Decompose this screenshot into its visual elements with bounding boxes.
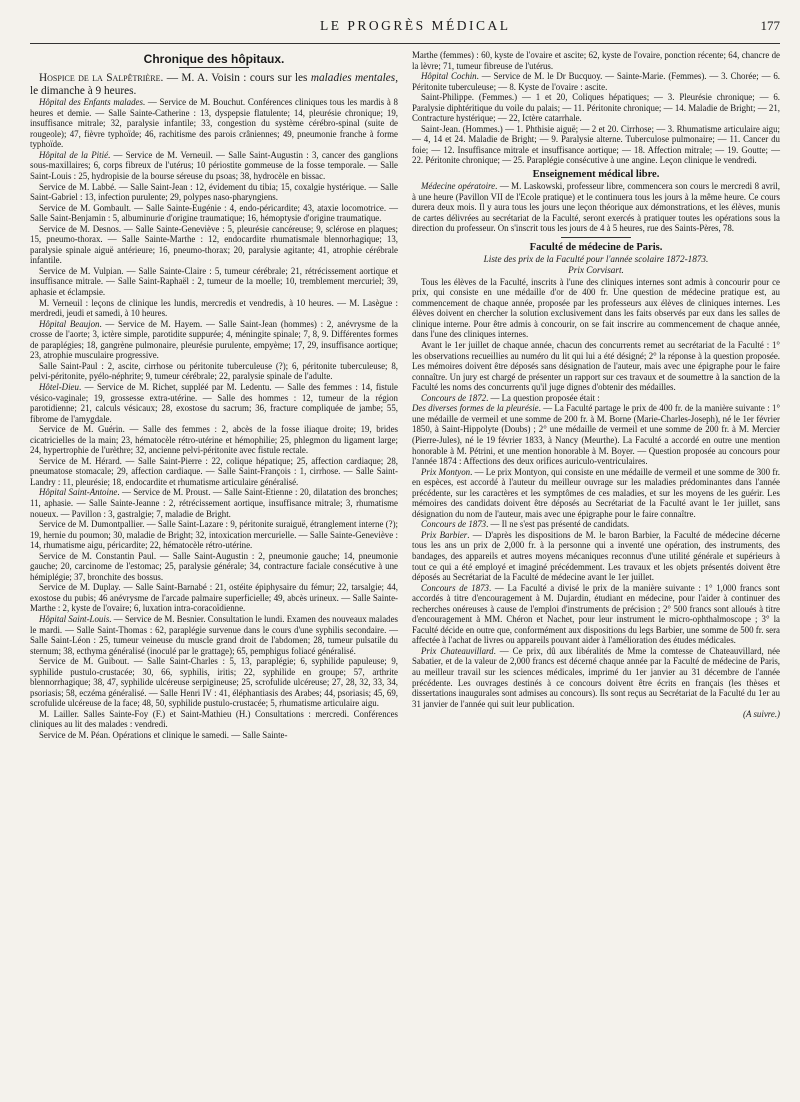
prize-paragraph: Tous les élèves de la Faculté, inscrits à l'une des cliniques internes sont admis à concourir pour ce prix, qui consiste en une médaille d'or de 400 fr. Une question de médecine pratique est, au commencement de chaque année, proposée par les professeurs aux élèves de cliniques internes. Les élèves doivent en chercher la solution exclusivement dans les faits observés par eux dans les salles de clinique interne. Pour être admis à concourir, on se fait inscrire au commencement de chaque année, dans l'une des cliniques internes. — [412, 276, 780, 340]
prize-paragraph: Concours de 1873. — Il ne s'est pas présenté de candidats. — [421, 519, 630, 530]
prize-paragraph: Prix Montyon. — Le prix Montyon, qui consiste en une médaille de vermeil et une somme de 300 fr. en espèces, est accordé à l'auteur du meilleur ouvrage sur les maladies prédominantes dans l'année précédente, sur les caractères et les symptômes de ces maladies, et sur les moyens de les guérir. Les mémoires des candidats doivent être déposés au Secrétariat de la Faculté avant le 1er juillet, sans désignation du nom de l'auteur, mais avec une épigraphe pour le faire connaître. — [412, 466, 780, 519]
page-header — [30, 18, 780, 40]
hospital-name: Hôpital Saint-Louis — [39, 613, 110, 624]
service-entry: Service de M. Dumontpallier. — Salle Saint-Lazare : 9, péritonite suraiguë, étranglement interne (?); 19, hernie du poumon; 30, maladie de Bright; 32, intoxication mercurielle. — Salle Sainte-Geneviève : 14, rhumatisme aigu, péricardite; 22, hématocèle rétro-utérine. — [30, 519, 398, 551]
hospital-entry: Hôpital de la Pitié. — Service de M. Verneuil. — Salle Saint-Augustin : 3, cancer des ganglions sous-maxillaires; 6, corps fibreux de l'utérus; 10 périostite gommeuse de la fosse temporale. — Salle Saint-Louis : 25, hydropisie de la bourse séreuse du psoas; 38, hydrocèle en bissac. — [30, 149, 398, 182]
prize-paragraph: Des diverses formes de la pleurésie. — La Faculté partage le prix de 400 fr. de la manière suivante : 1° une médaille de vermeil et une somme de 200 fr. à M. Borne (Marie-Charles-Joseph), né le 1er février 1850, à Saint-Hippolyte (Doubs) ; 2° une médaille de vermeil et une somme de 200 fr. à M. Mercier (Pierre-Jules), né le 19 février 1833, à Nancy (Meurthe). La Faculté a accordé en outre une mention honorable à M. Pétrini, et une mention honorable à M. Boyer. — Question proposée au concours pour l'année 1874 : Affections des deux orifices auriculo-ventriculaires. — [412, 403, 781, 467]
left-column — [30, 50, 398, 741]
continuation-note: (A suivre.) — [743, 709, 780, 720]
concours-label: Concours de 1873 — [421, 519, 487, 530]
section-title-enseignement: Enseignement médical libre. — [532, 169, 660, 181]
hospital-entry: Hôpital Beaujon. — Service de M. Hayem. — Salle Saint-Jean (hommes) : 2, anévrysme de la crosse de l'aorte; 3, ictère simple, parotidite suppurée; 4, méningite spinale; 7, 8, 9. Différentes formes de paraplégies; 18, gangrène pulmonaire, pleurésie purulente, empyème; 17, 29, insuffisance aortique; 23, atrophie musculaire progressive. — [30, 318, 398, 361]
prize-label: Prix Montyon — [421, 466, 471, 477]
prize-label: Prix Chateauvillard — [421, 645, 494, 656]
service-entry: Service de M. Guibout. — Salle Saint-Charles : 5, 13, paraplégie; 6, syphilide papuleuse; 9, syphilide pustulo-crustacée; 30, 66, syphilis, iritis; 22, syphilide en groupe; 57, arthrite blennorrhagique; 38, 47, syphilide ulcéreuse serpigineuse; 25, scrofulide ulcéreuse; 27, 28, 32, 33, 34, psoriasis; 58, eczéma généralisé. — Salle Henri IV : 41, éléphantiasis des Arabes; 44, psoriasis; 45, 69, scrofulide ulcéreuse de la face; 48, 50, syphilide pustulo-crustacée; 5, rhumatisme articulaire aigu. — [30, 656, 398, 709]
service-entry: Salle Saint-Paul : 2, ascite, cirrhose ou péritonite tuberculeuse (?); 6, péritonite tuberculeuse; 8, pelvi-péritonite, pyélo-néphrite; 9, tumeur cérébrale; 22, paralysie spinale de l'adulte. — [30, 360, 398, 382]
service-entry: M. Verneuil : leçons de clinique les lundis, mercredis et vendredis, à 10 heures. — M. Lasègue : merdredi, jeudi et samedi, à 10 heures. — [30, 297, 398, 319]
right-column — [412, 50, 780, 741]
service-entry: Saint-Philippe. (Femmes.) — 1 et 20, Coliques hépatiques; — 3. Pleurésie chronique; — 6. Paralysie diphtéritique du voile du palais; — 11. Péritonite chronique; — 14. Maladie de Bright; — 21, Contracture hystérique; — 22, Ictère catarrhale. — [412, 92, 780, 124]
hospital-entry: Hôpital Saint-Antoine. — Service de M. Proust. — Salle Saint-Etienne : 20, dilatation des bronches; 11, aphasie. — Salle Sainte-Jeanne : 2, rétrécissement aortique, insuffisance mitrale; 3, rhumatisme noueux. — Pavillon : 3, gastralgie; 7, maladie de Bright. — [30, 487, 398, 519]
prize-paragraph: Concours de 1873. — La Faculté a divisé le prix de la manière suivante : 1° 1,000 francs sont accordés à titre d'encouragement à M. Dujardin, étudiant en médecine, pour l'aider à continuer des recherches onéreuses à cause de l'emploi d'instruments de précision ; 2° 500 francs sont alloués à titre d'encouragement à MM. Chéron et Nachet, pour leur instrument le micro-ophthalmoscope ; 3° la Faculté décide en outre que, conformément aux dispositions du legs Barbier, une somme de 500 fr. sera affectée à l'achat de livres ou appareils pouvant aider à l'amélioration des études médicales. — [412, 582, 780, 646]
hospital-name: Hôpital de la Pitié — [39, 149, 109, 160]
continuation-entry: Marthe (femmes) : 60, kyste de l'ovaire et ascite; 62, kyste de l'ovaire, ponction récente; 64, chancre de la lèvre; 71, tumeur fibreuse de l'utérus. — [412, 50, 780, 71]
course-entry: Médecine opératoire. — M. Laskowski, professeur libre, commencera son cours le mercredi 8 avril, à une heure (Pavillon VII de l'Ecole pratique) et le continuera tous les jours à la même heure. Ce cours durera deux mois. Il y aura tous les jours une leçon théorique aux démonstrations, et les élèves, munis de cartes délivrées au secrétariat de la Faculté, seront exercés à pratiquer toutes les opérations sous la direction du professeur. On s'inscrit tous les jours de 4 à 5 heures, rue des Saints-Pères, 78. — [412, 181, 780, 234]
concours-label: Concours de 1872 — [421, 392, 487, 403]
prize-paragraph: Prix Chateauvillard. — Ce prix, dû aux libéralités de Mme la comtesse de Chateauvillard, née Sabatier, et de la valeur de 2,000 francs est décerné chaque année par la Faculté de médecine de Paris, au meilleur travail sur les sciences médicales, imprimé du 1er janvier au 31 décembre de l'année précédente. Les ouvrages destinés à ce concours doivent être écrits en français (les thèses et dissertations inaugurales sont admises au concours). Ils sont reçus au Secrétariat de la Faculté du 1er au 31 janvier de l'année qui suit leur publication. — [412, 645, 780, 709]
service-entry: Service de M. Duplay. — Salle Saint-Barnabé : 21, ostéite épiphysaire du fémur; 22, tarsalgie; 44, exostose du pubis; 46 anévrysme de l'arcade palmaire superficielle; 49, abcès urineux. — Salle Sainte-Marthe : 2, kyste de l'ovaire; 6, luxation intra-coracoïdienne. — [30, 582, 398, 614]
hospital-name: Hôpital Cochin — [421, 71, 477, 82]
service-entry: Service de M. Constantin Paul. — Salle Saint-Augustin : 2, pneumonie gauche; 14, pneumonie gauche; 20, carcinome de l'estomac; 25, paralysie générale; 34, contracture faciale consécutive à une hémiplégie; 37, bronchite des bossus. — [30, 550, 398, 582]
service-entry: Service de M. Labbé. — Salle Saint-Jean : 12, évidement du tibia; 15, coxalgie hystérique. — Salle Saint-Gabriel : 13, infection purulente; 29, polypes naso-pharyngiens. — [30, 181, 398, 203]
section-rule — [179, 67, 249, 68]
service-entry: Service de M. Gombault. — Salle Sainte-Eugénie : 4, endo-péricardite; 43, ataxie locomotrice. — Salle Saint-Benjamin : 5, albuminurie d'origine traumatique; 16, hémoptysie d'origine traumatique. — [30, 202, 398, 224]
prize-paragraph: Prix Barbier. — D'après les dispositions de M. le baron Barbier, la Faculté de médecine décerne tous les ans un prix de 2,000 fr. à la personne qui a inventé une opération, des instruments, des bandages, des appareils et autres moyens mécaniques reconnus d'une utilité générale et supérieurs à tout ce qui a été employé et imaginé précédemment. Les travaux et les objets présentés doivent être déposés au Secrétariat de la Faculté de médecine avant le 1er juillet. — [412, 529, 780, 583]
prize-list-subtitle: Liste des prix de la Faculté pour l'année scolaire 1872-1873. — [483, 253, 709, 264]
hospital-name: Hôtel-Dieu — [39, 381, 79, 392]
service-entry: Service de M. Guérin. — Salle des femmes : 2, abcès de la fosse iliaque droite; 19, brides cicatricielles de la main; 23, hématocèle rétro-utérine et hémophilie; 25, phlegmon du ligament large; 24, hypertrophie de l'urèthre; 32, ancienne pelvi-péritonite avec fistule rectale. — [30, 424, 398, 456]
question-label: Des diverses formes de la pleurésie — [412, 403, 539, 414]
service-entry: Saint-Jean. (Hommes.) — 1. Phthisie aiguë; — 2 et 20. Cirrhose; — 3. Rhumatisme articulaire aigu; — 4, 14 et 24. Maladie de Bright; — 9. Paralysie alterne. Tuberculose pulmonaire; — 11. Cancer du foie; — 12. Insuffisance mitrale et insuffisance aortique; — 18. Affection mitrale; — 19. Goutte; — 22. Péritonite chronique; — 25. Paraplégie consécutive à une angine. Leçon clinique le vendredi. — [412, 123, 780, 166]
columns — [30, 50, 780, 741]
hospital-name: Hôpital des Enfants malades — [39, 97, 143, 108]
service-entry: M. Lailler. Salles Sainte-Foy (F.) et Saint-Mathieu (H.) Consultations : mercredi. Conférences cliniques au lit des malades : vendredi. — [30, 708, 398, 730]
section-title-hopitaux: Chronique des hôpitaux. — [143, 52, 285, 66]
service-entry: Service de M. Vulpian. — Salle Sainte-Claire : 5, tumeur cérébrale; 21, rétrécissement aortique et insuffisance mitrale. — Salle Saint-Raphaël : 2, tumeur de la moelle; 10, tremblement mercuriel; 39, aphasie et éclampsie. — [30, 265, 398, 298]
prize-paragraph: Concours de 1872. — La question proposée était : — [421, 392, 600, 403]
lead-paragraph: Hospice de la Salpêtrière. — M. A. Voisin : cours sur les maladies mentales, le dimanche à 9 heures. — [30, 72, 399, 97]
journal-title: LE PROGRÈS MÉDICAL — [319, 18, 511, 33]
hospital-entry: Hôpital Cochin. — Service de M. le Dr Bucquoy. — Sainte-Marie. (Femmes). — 3. Chorée; — 6. Péritonite tuberculeuse; — 8. Kyste de l'ovaire : ascite. — [412, 71, 780, 92]
prize-label: Prix Barbier — [421, 529, 468, 540]
page-number: 177 — [760, 18, 780, 33]
service-entry: Service de M. Péan. Opérations et clinique le samedi. — Salle Sainte- — [39, 730, 288, 740]
hospital-name: Hôpital Saint-Antoine — [39, 487, 118, 498]
service-entry: Service de M. Hérard. — Salle Saint-Pierre : 22, colique hépatique; 25, affection cardiaque; 28, pneumatose stomacale; 29, affection cardiaque. — Salle Saint-François : 1, cirrhose. — Salle Saint-Landry : 11, pleurésie; 18, endocardite et rhumatisme articulaire généralisé. — [30, 455, 398, 487]
hospital-name: Hôpital Beaujon — [39, 318, 100, 329]
hospital-name: Hospice de la Salpêtrière — [39, 72, 161, 84]
section-rule — [561, 237, 631, 238]
prize-paragraph: Avant le 1er juillet de chaque année, chacun des concurrents remet au secrétariat de la Faculté : 1° les observations recueillies au numéro du lit qui lui a été désigné; 2° la réponse à la question proposée. Les mémoires doivent être déposés sans désignation de l'auteur, mais avec une épigraphe pour le faire connaître. Un jury est chargé de présenter un rapport sur ces travaux et de soumettre à la sanction de la Faculté les noms des concurrents qu'il juge dignes d'obtenir des médailles. — [412, 340, 780, 393]
hospital-entry: Hôpital des Enfants malades. — Service de M. Bouchut. Conférences cliniques tous les mardis à 8 heures et demie. — Salle Sainte-Catherine : 13, dyspepsie flatulente; 14, pleurésie chronique; 19, insuffisance mitrale; 32, paralysie infantile; 33, congestion du système cérébro-spinal (suite de rougeole); 47, fièvre typhoïde; 46, rachitisme des parois crâniennes; 49, pneumonie franche à forme typhoïde. — [30, 97, 398, 150]
section-title-faculte: Faculté de médecine de Paris. — [529, 241, 663, 253]
hospital-entry: Hôpital Saint-Louis. — Service de M. Besnier. Consultation le lundi. Examen des nouveaux malades le mardi. — Salle Saint-Thomas : 62, paraplégie survenue dans le cours d'une syphilis secondaire. — Salle Saint-Léon : 25, tumeur veineuse du muscle grand droit de l'abdomen; 28, tumeur pulsatile du sternum; 38, ecthyma généralisé (inoculé par le grattage); 65, pemphigus foliacé généralisé. — [30, 613, 398, 656]
course-name: Médecine opératoire — [421, 181, 496, 192]
header-rule — [30, 43, 780, 44]
service-entry: Service de M. Desnos. — Salle Sainte-Geneviève : 5, pleurésie cancéreuse; 9, sclérose en plaques; 15, pneumo-thorax. — Salle Sainte-Marthe : 12, endocardite rhumatismale blennorhagique; 13, paralysie spinale aiguë antérieure; 16, pneumo-thorax; 20, paralysie agitante; 41, atrophie cérébrale infantile. — [30, 223, 398, 266]
hospital-entry: Hôtel-Dieu. — Service de M. Richet, suppléé par M. Ledentu. — Salle des femmes : 14, fistule vésico-vaginale; 19, grossesse extra-utérine. — Salle des hommes : 12, tumeur de la région parotidienne; 21, calculs vésicaux; 28, exostose du sacrum; 36, fracture compliquée de jambe; 55, fibrome de l'amygdale. — [30, 381, 398, 424]
concours-label: Concours de 1873 — [421, 582, 489, 593]
prize-heading: Prix Corvisart. — [568, 264, 624, 275]
